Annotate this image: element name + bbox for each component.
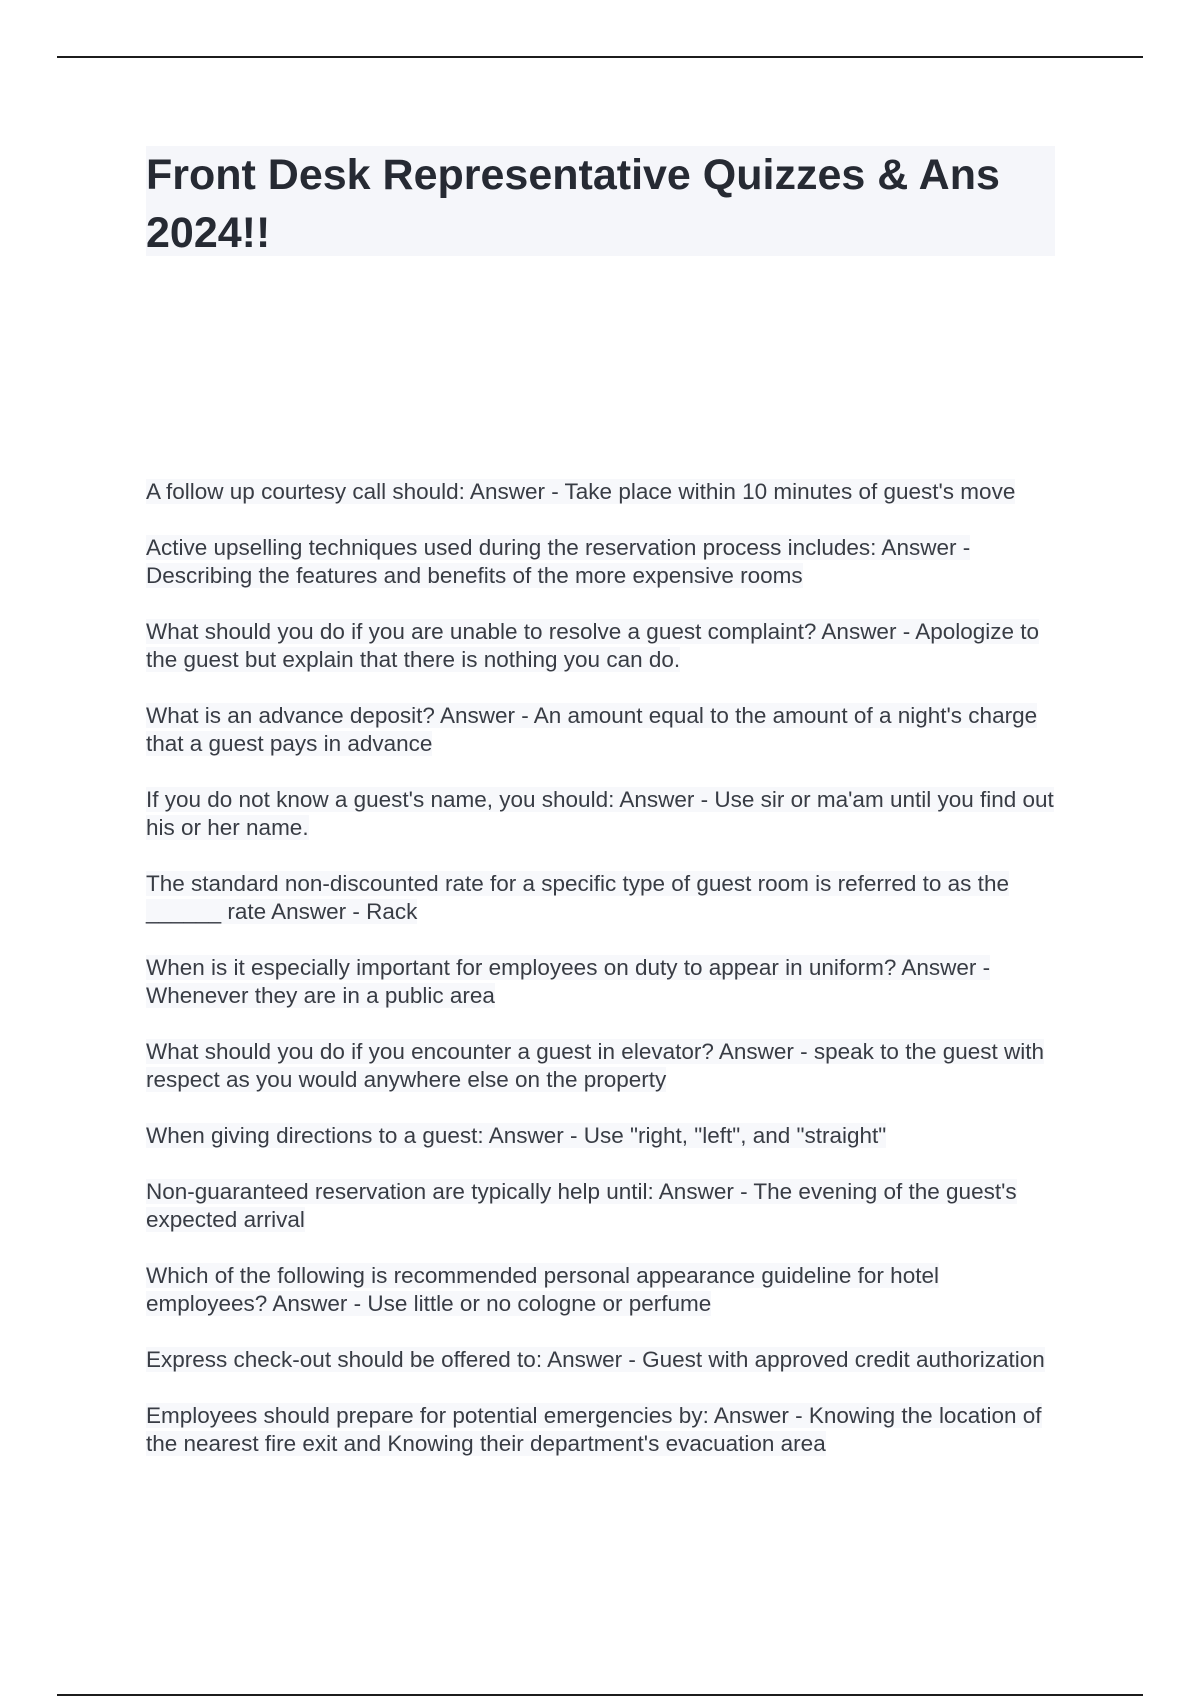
qa-text: When is it especially important for employees on duty to appear in uniform? Answer - Whenever they are in a public area [146,955,991,1008]
qa-item [146,1038,1066,1094]
qa-text: Express check-out should be offered to: Answer - Guest with approved credit authorization [146,1347,1045,1372]
qa-text: Active upselling techniques used during the reservation process includes: Answer - Describing the features and benefits of the more expensive rooms [146,535,971,588]
title-block [146,146,1055,256]
qa-text: What is an advance deposit? Answer - An amount equal to the amount of a night's charge that a guest pays in advance [146,703,1038,756]
qa-item [146,786,1066,842]
qa-item [146,618,1066,674]
top-rule [57,56,1143,58]
qa-text: What should you do if you encounter a guest in elevator? Answer - speak to the guest with respect as you would anywhere else on the property [146,1039,1045,1092]
qa-text: Employees should prepare for potential emergencies by: Answer - Knowing the location of the nearest fire exit and Knowing their department's evacuation area [146,1403,1042,1456]
document-title: Front Desk Representative Quizzes & Ans 2024!! [146,151,1000,257]
qa-text: The standard non-discounted rate for a specific type of guest room is referred to as the ______ rate Answer - Rack [146,871,1009,924]
qa-item [146,870,1066,926]
qa-list [146,478,1066,1486]
qa-item [146,534,1066,590]
bottom-rule [57,1694,1143,1696]
qa-item [146,1402,1066,1458]
qa-text: What should you do if you are unable to resolve a guest complaint? Answer - Apologize to the guest but explain that there is nothing you can do. [146,619,1040,672]
qa-item [146,478,1066,506]
qa-text: Which of the following is recommended personal appearance guideline for hotel employees? Answer - Use little or no cologne or perfume [146,1263,939,1316]
qa-item [146,1122,1066,1150]
qa-text: A follow up courtesy call should: Answer - Take place within 10 minutes of guest's move [146,479,1016,504]
qa-item [146,1262,1066,1318]
qa-item [146,954,1066,1010]
qa-item [146,1178,1066,1234]
qa-text: If you do not know a guest's name, you should: Answer - Use sir or ma'am until you find out his or her name. [146,787,1054,840]
qa-text: When giving directions to a guest: Answer - Use "right, "left", and "straight" [146,1123,887,1148]
qa-item [146,1346,1066,1374]
qa-text: Non-guaranteed reservation are typically help until: Answer - The evening of the guest's expected arrival [146,1179,1017,1232]
qa-item [146,702,1066,758]
